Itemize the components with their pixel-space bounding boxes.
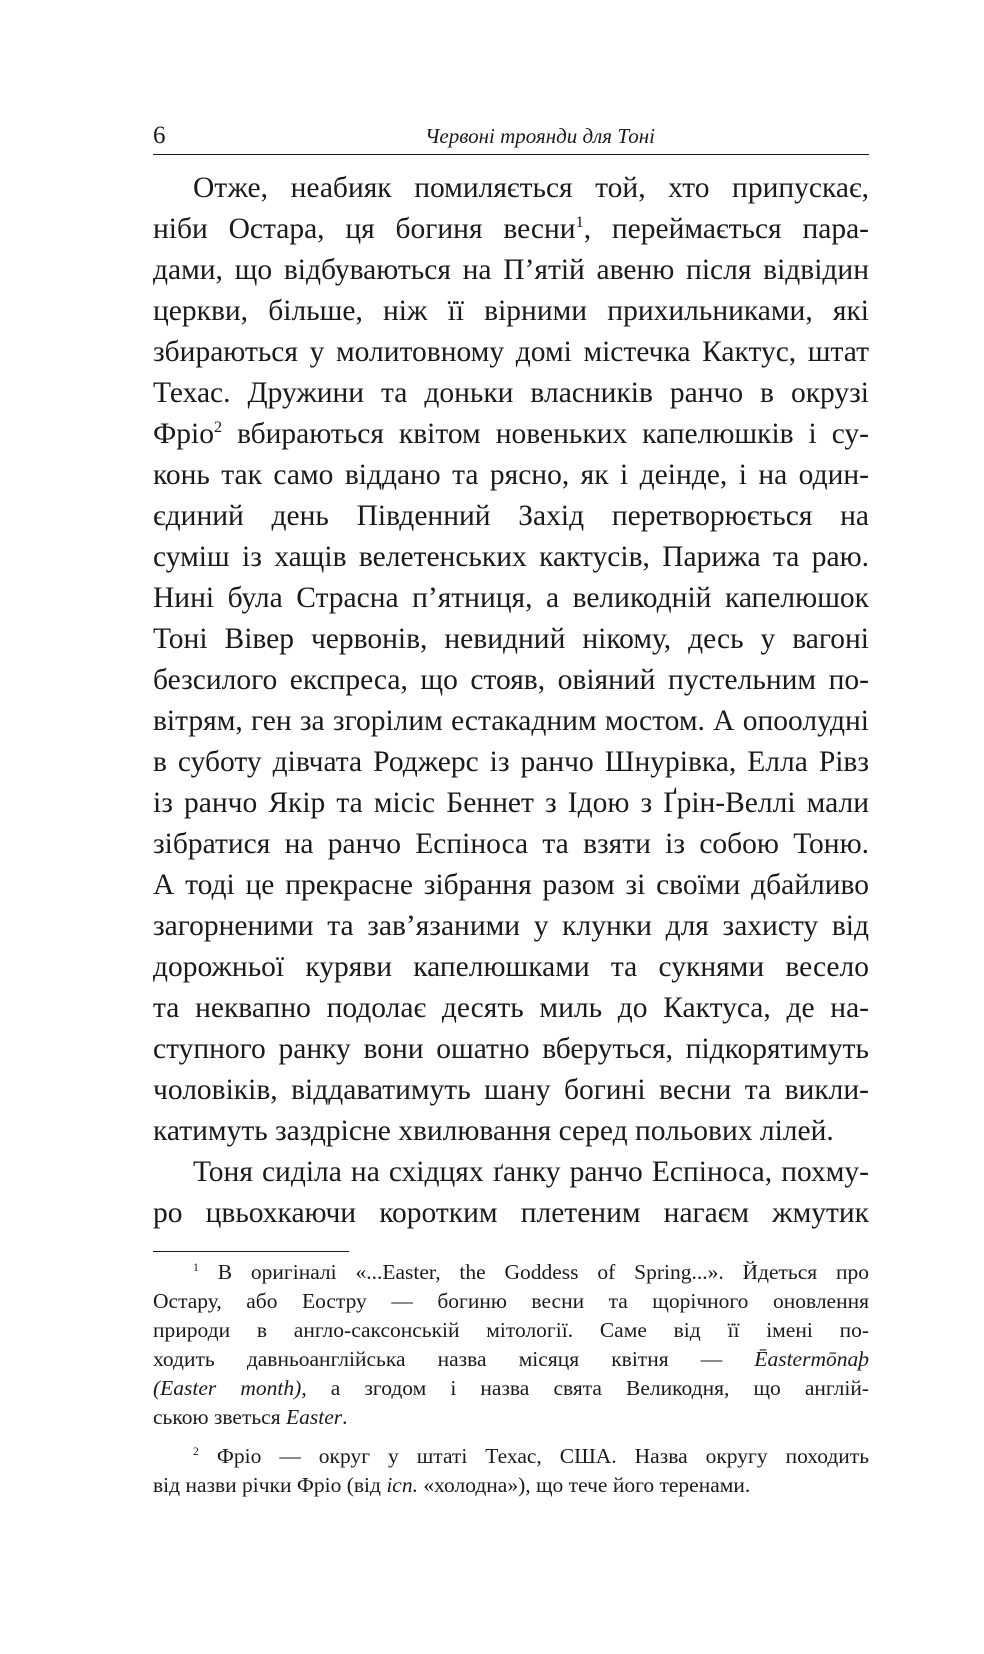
text-line: загорненими та зав’язаними у клунки для захисту від <box>153 910 869 942</box>
italic-term: (Easter month) <box>153 1376 302 1400</box>
text-line: А тоді це прекрасне зібрання разом зі своїми дбайливо <box>153 869 869 901</box>
text-line: в суботу дівчата Роджерс із ранчо Шнурівка, Елла Рівз <box>153 746 869 778</box>
text-line: безсилого експреса, що стояв, овіяний пустельним по- <box>153 664 869 696</box>
footnote-line: (Easter month), а згодом і назва свята Великодня, що англій- <box>153 1376 869 1400</box>
italic-term: Easter <box>285 1405 343 1429</box>
text-line: дорожньої куряви капелюшками та сукнями весело <box>153 951 869 983</box>
footnote-line: Остару, або Еостру — богиню весни та щорічного оновлення <box>153 1289 869 1313</box>
text-line: ро цвьохкаючи коротким плетеним нагаєм жмутик <box>153 1197 869 1229</box>
text-line: Фріо$^2$ вбираються квітом новеньких капелюшків і су- <box>153 418 869 450</box>
text-line: конь так само віддано та рясно, як і деінде, і на один- <box>153 459 869 491</box>
text-line: Отже, неабияк помиляється той, хто припускає, <box>193 172 869 204</box>
footnote-separator <box>153 1251 349 1252</box>
text-line: зібратися на ранчо Еспіноса та взяти із собою Тоню. <box>153 828 869 860</box>
footnote-line: ходить давньоанглійська назва місяця квітня — Ēastermōnaþ <box>153 1347 869 1371</box>
text-line: Тоні Вівер червонів, невидний нікому, десь у вагоні <box>153 623 869 655</box>
footnote-number: 1 <box>193 1259 199 1274</box>
italic-term: ісп. <box>386 1473 418 1497</box>
footnote-line: $^2$ Фріо — округ у штаті Техас, США. Назва округу походить <box>193 1443 869 1468</box>
footnotes <box>153 1258 869 1500</box>
footnote-line: $^1$ В оригіналі «...Easter, the Goddess of Spring...». Йдеться про <box>193 1259 869 1284</box>
text-line: із ранчо Якір та місіс Беннет з Ідою з Ґрін-Веллі мали <box>153 787 869 819</box>
footnote-number: 2 <box>193 1443 199 1458</box>
text-line: Тоня сиділа на східцях ґанку ранчо Еспіноса, похму- <box>193 1156 869 1188</box>
text-line: Нині була Страсна п’ятниця, а великодній капелюшок <box>153 582 869 614</box>
text-line: ніби Остара, ця богиня весни$^1$, переймається пара- <box>153 213 869 245</box>
running-title: Червоні троянди для Тоні <box>424 124 655 148</box>
text-line: збираються у молитовному домі містечка Кактус, штат <box>153 336 869 368</box>
text-line: Техас. Дружини та доньки власників ранчо в окрузі <box>153 377 869 409</box>
footnote-line: від назви річки Фріо (від ісп. «холодна»), що тече його теренами. <box>153 1473 751 1497</box>
footnote-line: природи в англо-саксонській мітології. Саме від її імені по- <box>153 1318 869 1342</box>
text-line: церкви, більше, ніж її вірними прихильниками, які <box>153 295 869 327</box>
text-line: вітрям, ген за згорілим естакадним мостом. А опоолудні <box>153 705 869 737</box>
text-line: єдиний день Південний Захід перетворюється на <box>153 500 869 532</box>
text-line: дами, що відбуваються на П’ятій авеню після відвідин <box>153 254 869 286</box>
footnote-marker: 1 <box>575 213 584 232</box>
text-line: катимуть заздрісне хвилювання серед польових лілей. <box>153 1115 834 1147</box>
page-number: 6 <box>153 122 166 149</box>
text-line: чоловіків, віддаватимуть шану богині весни та викли- <box>153 1074 869 1106</box>
text-line: ступного ранку вони ошатно вберуться, підкорятимуть <box>153 1033 869 1065</box>
italic-term: Ēastermōnaþ <box>754 1347 869 1371</box>
footnote-marker: 2 <box>214 418 223 437</box>
text-line: та неквапно подолає десять миль до Кактуса, де на- <box>153 992 869 1024</box>
body-text <box>153 168 869 1234</box>
text-line: суміш із хащів велетенських кактусів, Парижа та раю. <box>153 541 869 573</box>
page-header <box>153 118 869 155</box>
footnote-line: ською зветься Easter. <box>153 1405 348 1429</box>
